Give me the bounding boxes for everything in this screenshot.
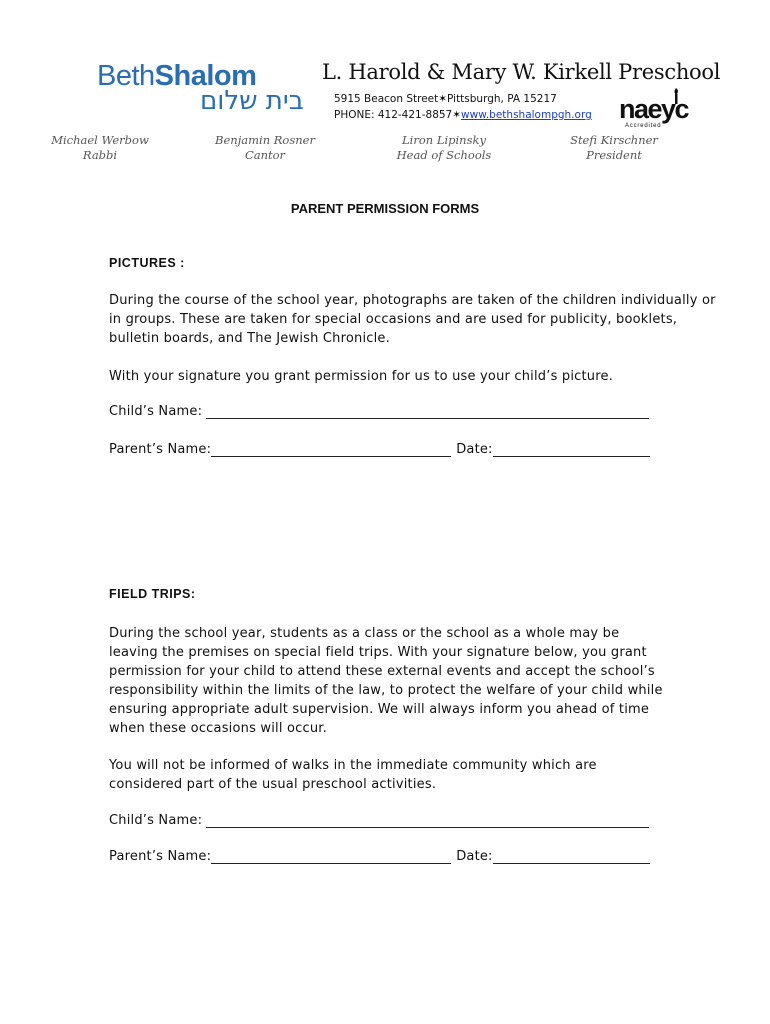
school-address: 5915 Beacon Street✶Pittsburgh, PA 15217 — [334, 93, 557, 105]
pictures-child-name-field[interactable] — [109, 404, 649, 419]
child-name-line[interactable] — [206, 814, 649, 828]
website-link[interactable]: www.bethshalompgh.org — [461, 109, 592, 121]
field-trips-paragraph: During the school year, students as a class or the school as a whole may be leaving the premises on special field trips. With your signature below, you grant permission for your child to attend these external events and accept the school’s responsibility within the limits of the law, to protect the welfare of your child while ensuring appropriate adult supervision. We will always inform you ahead of time when these occasions will occur. — [109, 626, 663, 736]
staff-cantor — [205, 133, 325, 163]
school-phone-line — [334, 109, 592, 121]
staff-role: President — [586, 148, 642, 162]
staff-name: Michael Werbow — [51, 133, 149, 147]
staff-head-of-schools — [388, 133, 500, 163]
parent-name-label: Parent’s Name: — [109, 849, 212, 864]
pictures-heading: PICTURES : — [109, 256, 185, 270]
page-title: PARENT PERMISSION FORMS — [290, 201, 480, 216]
logo-text-shalom: Shalom — [154, 60, 257, 92]
pictures-parent-name-field[interactable] — [109, 442, 650, 457]
date-line[interactable] — [493, 443, 650, 457]
staff-role: Rabbi — [82, 148, 118, 162]
field-trips-walks-text: You will not be informed of walks in the immediate community which are considered part of the usual preschool activities. — [109, 758, 597, 792]
pictures-consent-text: With your signature you grant permission for us to use your child’s picture. — [109, 369, 614, 384]
staff-rabbi — [46, 133, 154, 163]
child-name-label: Child’s Name: — [109, 404, 203, 419]
field-trips-parent-name-field[interactable] — [109, 849, 650, 864]
staff-president — [558, 133, 670, 163]
staff-name: Stefi Kirschner — [570, 133, 658, 147]
naeyc-text: naeyc — [619, 94, 689, 124]
naeyc-sub-text: Accredited — [625, 123, 662, 128]
naeyc-logo — [618, 84, 692, 128]
field-trips-heading: FIELD TRIPS: — [109, 587, 196, 601]
parent-name-label: Parent’s Name: — [109, 442, 212, 457]
staff-name: Liron Lipinsky — [402, 133, 486, 147]
parent-name-line[interactable] — [211, 443, 451, 457]
date-label: Date: — [456, 849, 493, 864]
parent-name-line[interactable] — [211, 850, 451, 864]
staff-name: Benjamin Rosner — [215, 133, 315, 147]
phone-number: PHONE: 412-421-8857✶ — [334, 109, 462, 121]
staff-role: Cantor — [244, 148, 286, 162]
date-line[interactable] — [493, 850, 650, 864]
school-name: L. Harold & Mary W. Kirkell Preschool — [322, 60, 721, 84]
child-name-line[interactable] — [206, 405, 649, 419]
child-name-label: Child’s Name: — [109, 813, 203, 828]
hebrew-logo: בית שלום — [200, 86, 304, 116]
date-label: Date: — [456, 442, 493, 457]
field-trips-child-name-field[interactable] — [109, 813, 649, 828]
logo-text-beth: Beth — [97, 60, 155, 92]
staff-role: Head of Schools — [396, 148, 492, 162]
pictures-paragraph: During the course of the school year, photographs are taken of the children individually or in groups. These are taken for special occasions and are used for publicity, booklets, bulletin boards, and The Jewish Chronicle. — [109, 293, 716, 346]
